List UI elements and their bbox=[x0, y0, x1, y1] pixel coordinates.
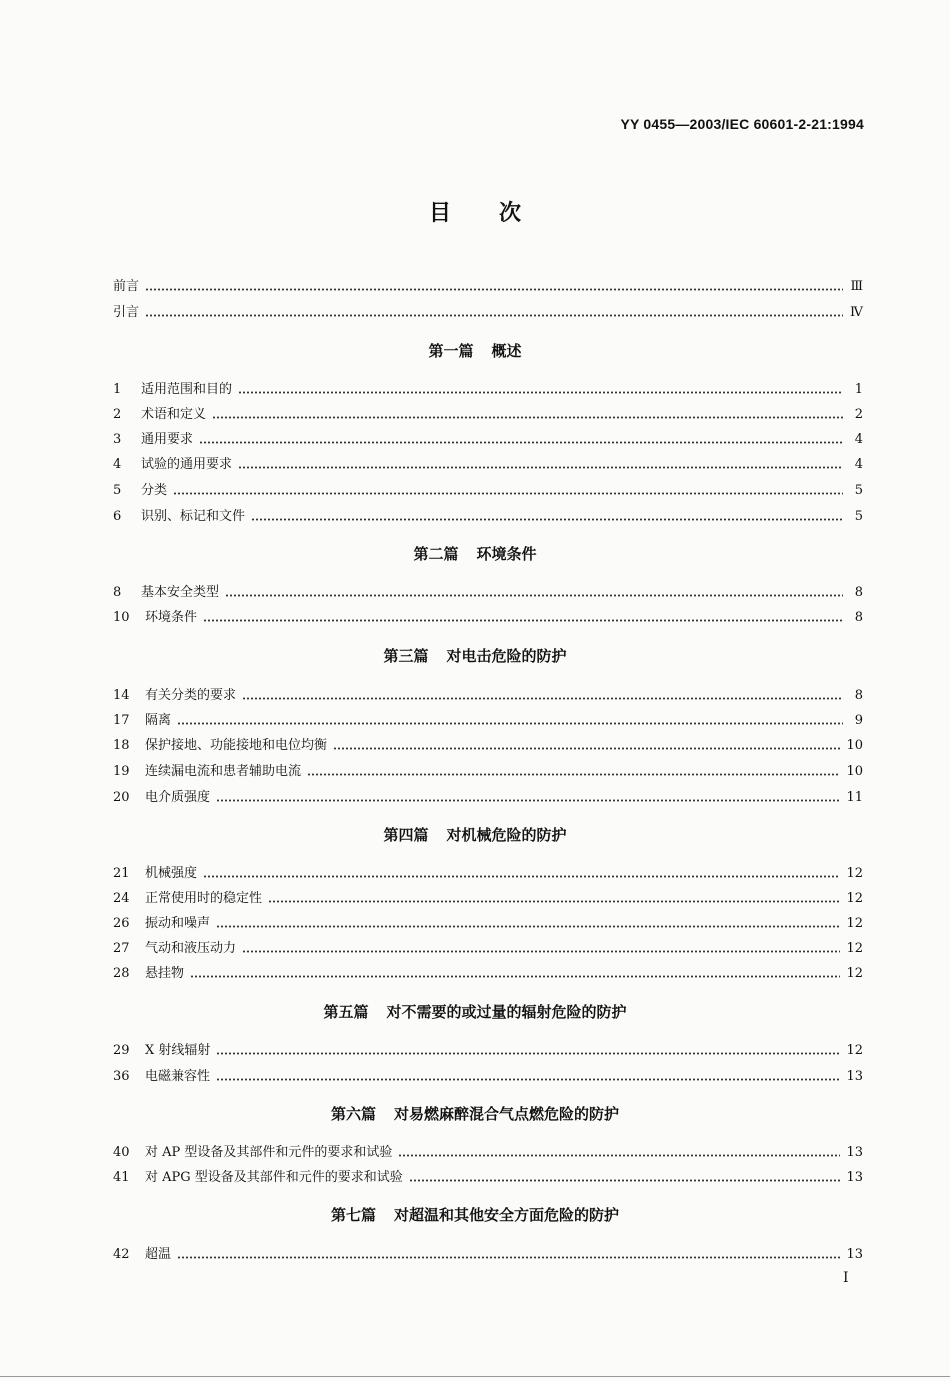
entry-label: 悬挂物 bbox=[145, 966, 185, 981]
toc-entry[interactable] bbox=[113, 1039, 863, 1059]
entry-number: 20 bbox=[113, 790, 130, 805]
entry-label: 有关分类的要求 bbox=[145, 688, 237, 703]
part-heading-2 bbox=[0, 543, 950, 564]
entry-number: 21 bbox=[113, 866, 130, 881]
part-number: 第六篇 bbox=[330, 1105, 376, 1123]
entry-number: 5 bbox=[113, 483, 122, 498]
leader-dots bbox=[409, 1179, 841, 1182]
leader-dots bbox=[238, 391, 843, 394]
leader-dots bbox=[242, 950, 840, 953]
part-heading-7 bbox=[0, 1204, 950, 1225]
entry-number: 19 bbox=[113, 764, 130, 779]
part-number: 第三篇 bbox=[383, 647, 429, 665]
leader-dots bbox=[216, 925, 840, 928]
entry-number: 10 bbox=[113, 610, 130, 625]
leader-dots bbox=[216, 799, 840, 802]
entry-label: 振动和噪声 bbox=[145, 916, 211, 931]
entry-page: 8 bbox=[854, 610, 863, 625]
entry-number: 26 bbox=[113, 916, 130, 931]
toc-entry[interactable] bbox=[113, 403, 863, 423]
leader-dots bbox=[203, 619, 843, 622]
bottom-edge-line bbox=[0, 1376, 950, 1377]
entry-page: 10 bbox=[846, 764, 863, 779]
toc-entry[interactable] bbox=[113, 1141, 863, 1161]
toc-entry[interactable] bbox=[113, 479, 863, 499]
entry-page: 8 bbox=[854, 585, 863, 600]
leader-dots bbox=[203, 875, 840, 878]
entry-label: 前言 bbox=[113, 279, 140, 294]
leader-dots bbox=[199, 441, 843, 444]
standard-id: YY 0455—2003/IEC 60601-2-21:1994 bbox=[620, 116, 864, 132]
part-title: 对易燃麻醉混合气点燃危险的防护 bbox=[394, 1105, 620, 1123]
entry-label: 电介质强度 bbox=[145, 790, 211, 805]
entry-page: 12 bbox=[846, 916, 863, 931]
entry-label: 对 APG 型设备及其部件和元件的要求和试验 bbox=[145, 1170, 403, 1185]
entry-number: 27 bbox=[113, 941, 130, 956]
entry-page: 4 bbox=[854, 457, 863, 472]
leader-dots bbox=[307, 773, 840, 776]
toc-entry[interactable] bbox=[113, 378, 863, 398]
entry-number: 6 bbox=[113, 509, 122, 524]
part-title: 对不需要的或过量的辐射危险的防护 bbox=[386, 1003, 627, 1021]
toc-entry[interactable] bbox=[113, 962, 863, 982]
leader-dots bbox=[333, 747, 840, 750]
toc-entry[interactable] bbox=[113, 887, 863, 907]
entry-number: 36 bbox=[113, 1069, 130, 1084]
entry-label: 电磁兼容性 bbox=[145, 1069, 211, 1084]
leader-dots bbox=[216, 1052, 840, 1055]
part-title: 对超温和其他安全方面危险的防护 bbox=[394, 1206, 620, 1224]
entry-number: 2 bbox=[113, 407, 122, 422]
leader-dots bbox=[145, 288, 843, 291]
entry-label: 隔离 bbox=[145, 713, 172, 728]
leader-dots bbox=[212, 416, 843, 419]
toc-entry[interactable] bbox=[113, 684, 863, 704]
page-number: I bbox=[843, 1270, 849, 1286]
entry-label: 识别、标记和文件 bbox=[141, 509, 246, 524]
entry-label: 适用范围和目的 bbox=[141, 382, 233, 397]
leader-dots bbox=[173, 492, 843, 495]
part-title: 环境条件 bbox=[476, 545, 537, 563]
part-heading-6 bbox=[0, 1103, 950, 1124]
entry-number: 29 bbox=[113, 1043, 130, 1058]
entry-number: 40 bbox=[113, 1145, 130, 1160]
part-heading-4 bbox=[0, 824, 950, 845]
part-number: 第五篇 bbox=[323, 1003, 369, 1021]
entry-page: 4 bbox=[854, 432, 863, 447]
entry-label: 超温 bbox=[145, 1247, 172, 1262]
part-number: 第一篇 bbox=[428, 342, 474, 360]
entry-label: 气动和液压动力 bbox=[145, 941, 237, 956]
toc-entry[interactable] bbox=[113, 505, 863, 525]
entry-number: 41 bbox=[113, 1170, 130, 1185]
entry-number: 1 bbox=[113, 382, 122, 397]
entry-number: 14 bbox=[113, 688, 130, 703]
entry-page: 10 bbox=[846, 738, 863, 753]
part-heading-5 bbox=[0, 1001, 950, 1022]
toc-entry[interactable] bbox=[113, 709, 863, 729]
leader-dots bbox=[177, 722, 843, 725]
toc-entry[interactable] bbox=[113, 760, 863, 780]
leader-dots bbox=[216, 1078, 840, 1081]
title-char-1: 目 bbox=[428, 201, 451, 226]
toc-entry[interactable] bbox=[113, 937, 863, 957]
toc-entry-foreword[interactable] bbox=[113, 275, 863, 295]
entry-number: 24 bbox=[113, 891, 130, 906]
entry-label: 试验的通用要求 bbox=[141, 457, 233, 472]
entry-page: 5 bbox=[854, 509, 863, 524]
entry-label: 术语和定义 bbox=[141, 407, 207, 422]
leader-dots bbox=[398, 1154, 840, 1157]
entry-page: 13 bbox=[846, 1145, 863, 1160]
entry-label: 分类 bbox=[141, 483, 168, 498]
entry-label: 正常使用时的稳定性 bbox=[145, 891, 263, 906]
entry-page: 9 bbox=[854, 713, 863, 728]
part-title: 概述 bbox=[491, 342, 522, 360]
part-number: 第七篇 bbox=[330, 1206, 376, 1224]
entry-page: 12 bbox=[846, 966, 863, 981]
entry-number: 28 bbox=[113, 966, 130, 981]
entry-page: 1 bbox=[854, 382, 863, 397]
entry-label: 连续漏电流和患者辅助电流 bbox=[145, 764, 302, 779]
entry-label: 通用要求 bbox=[141, 432, 194, 447]
leader-dots bbox=[190, 975, 840, 978]
leader-dots bbox=[251, 518, 843, 521]
entry-label: 机械强度 bbox=[145, 866, 198, 881]
entry-page: 13 bbox=[846, 1170, 863, 1185]
part-heading-3 bbox=[0, 645, 950, 666]
toc-entry[interactable] bbox=[113, 1166, 863, 1186]
page-title bbox=[0, 196, 950, 227]
entry-page: 12 bbox=[846, 891, 863, 906]
toc-entry[interactable] bbox=[113, 912, 863, 932]
entry-label: 对 AP 型设备及其部件和元件的要求和试验 bbox=[145, 1145, 393, 1160]
toc-entry[interactable] bbox=[113, 734, 863, 754]
leader-dots bbox=[242, 697, 843, 700]
leader-dots bbox=[268, 900, 840, 903]
entry-page: 13 bbox=[846, 1247, 863, 1262]
entry-label: 保护接地、功能接地和电位均衡 bbox=[145, 738, 328, 753]
toc-entry[interactable] bbox=[113, 862, 863, 882]
part-heading-1 bbox=[0, 340, 950, 361]
toc-entry[interactable] bbox=[113, 453, 863, 473]
toc-entry[interactable] bbox=[113, 606, 863, 626]
entry-page: 8 bbox=[854, 688, 863, 703]
toc-entry-introduction[interactable] bbox=[113, 301, 863, 321]
part-number: 第二篇 bbox=[413, 545, 459, 563]
toc-entry[interactable] bbox=[113, 428, 863, 448]
entry-number: 4 bbox=[113, 457, 122, 472]
entry-label: 基本安全类型 bbox=[141, 585, 220, 600]
leader-dots bbox=[225, 594, 843, 597]
toc-entry[interactable] bbox=[113, 786, 863, 806]
leader-dots bbox=[145, 314, 843, 317]
part-number: 第四篇 bbox=[383, 826, 429, 844]
toc-entry[interactable] bbox=[113, 1243, 863, 1263]
entry-number: 3 bbox=[113, 432, 122, 447]
entry-page: 11 bbox=[846, 790, 863, 805]
entry-page: 5 bbox=[854, 483, 863, 498]
part-title: 对电击危险的防护 bbox=[446, 647, 567, 665]
entry-page: 12 bbox=[846, 941, 863, 956]
entry-page: 12 bbox=[846, 1043, 863, 1058]
entry-page: Ⅳ bbox=[850, 305, 863, 320]
part-title: 对机械危险的防护 bbox=[446, 826, 567, 844]
entry-number: 18 bbox=[113, 738, 130, 753]
toc-entry[interactable] bbox=[113, 581, 863, 601]
leader-dots bbox=[238, 466, 843, 469]
entry-label: X 射线辐射 bbox=[145, 1043, 211, 1058]
entry-number: 17 bbox=[113, 713, 130, 728]
entry-page: 2 bbox=[854, 407, 863, 422]
entry-page: Ⅲ bbox=[850, 279, 863, 294]
title-char-2: 次 bbox=[499, 201, 522, 226]
leader-dots bbox=[177, 1256, 840, 1259]
entry-page: 12 bbox=[846, 866, 863, 881]
entry-number: 42 bbox=[113, 1247, 130, 1262]
entry-number: 8 bbox=[113, 585, 122, 600]
entry-label: 环境条件 bbox=[145, 610, 198, 625]
toc-entry[interactable] bbox=[113, 1065, 863, 1085]
entry-label: 引言 bbox=[113, 305, 140, 320]
entry-page: 13 bbox=[846, 1069, 863, 1084]
